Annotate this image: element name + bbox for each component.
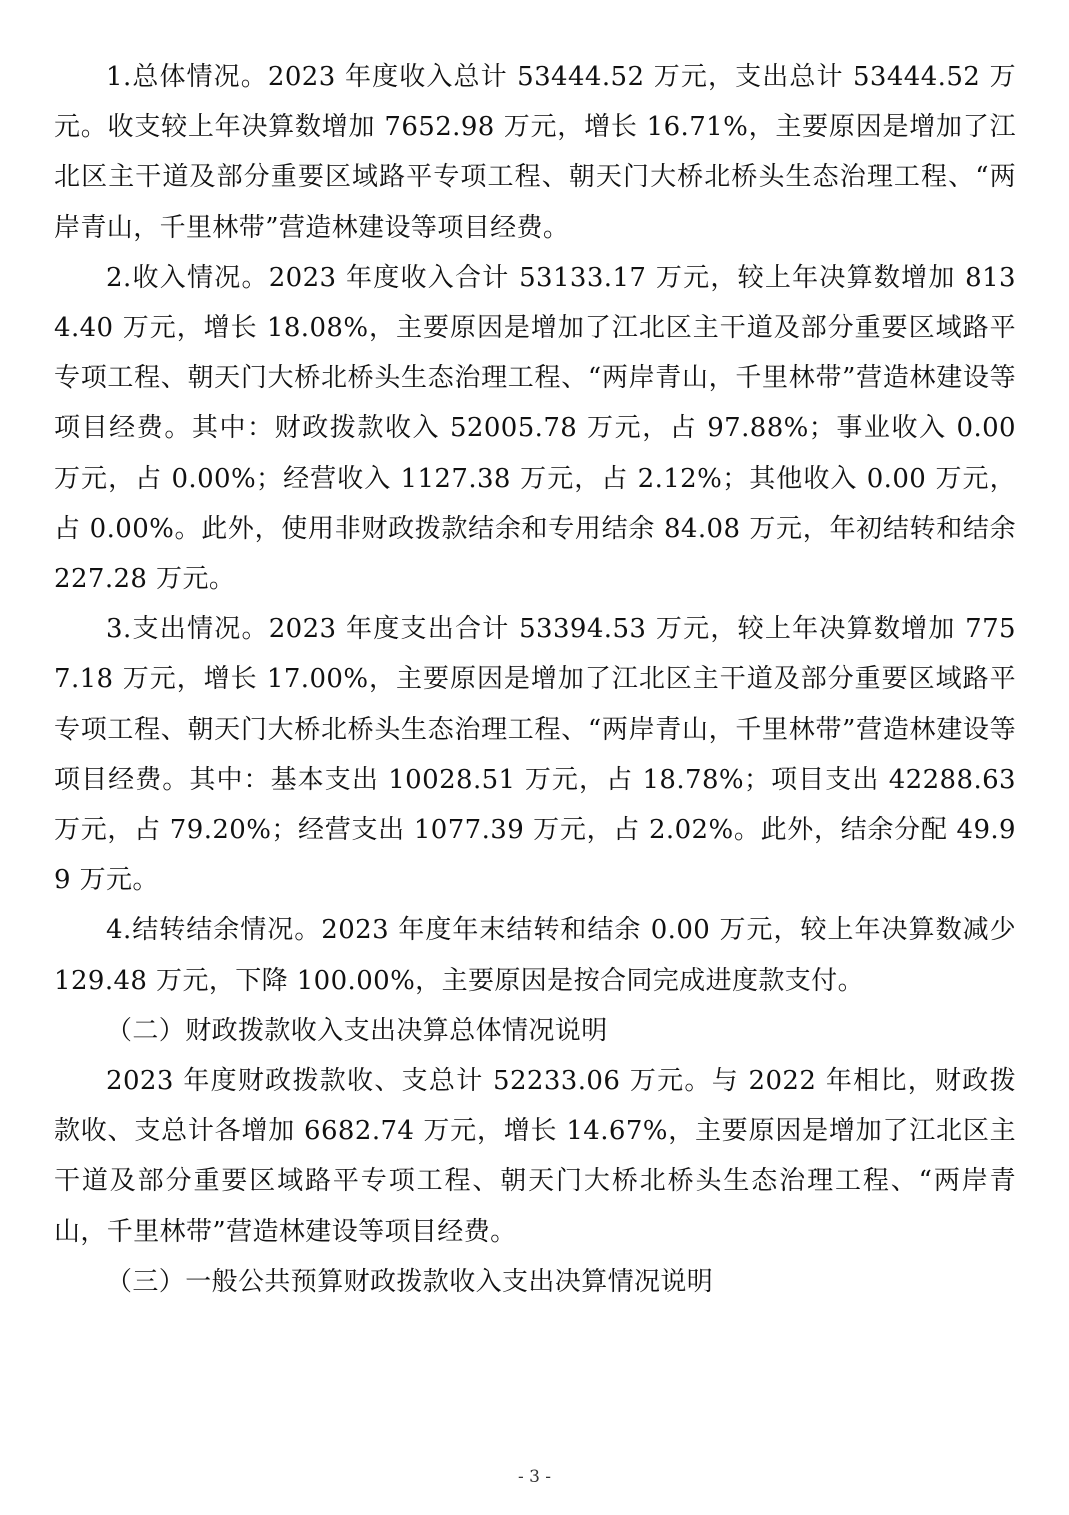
- paragraph-fiscal-summary: 2023 年度财政拨款收、支总计 52233.06 万元。与 2022 年相比，财政拨款收、支总计各增加 6682.74 万元，增长 14.67%，主要原因是增加了江北区主干道及部分重要区域路平专项工程、朝天门大桥北桥头生态治理工程、“两岸青山，千里林带”营造林建设等项目经费。: [54, 1066, 1016, 1247]
- paragraph-overall: 1.总体情况。2023 年度收入总计 53444.52 万元，支出总计 53444.52 万元。收支较上年决算数增加 7652.98 万元，增长 16.71%，主要原因是增加了江北区主干道及部分重要区域路平专项工程、朝天门大桥北桥头生态治理工程、“两岸青山，千里林带”营造林建设等项目经费。: [54, 62, 1016, 243]
- page-number: - 3 -: [517, 1467, 552, 1487]
- paragraph-expenditure: 3.支出情况。2023 年度支出合计 53394.53 万元，较上年决算数增加 7757.18 万元，增长 17.00%，主要原因是增加了江北区主干道及部分重要区域路平专项工程、朝天门大桥北桥头生态治理工程、“两岸青山，千里林带”营造林建设等项目经费。其中：基本支出 10028.51 万元，占 18.78%；项目支出 42288.63 万元，占 79.20%；经营支出 1077.39 万元，占 2.02%。此外，结余分配 49.99 万元。: [54, 614, 1016, 896]
- section-heading-two: （二）财政拨款收入支出决算总体情况说明: [106, 1015, 608, 1046]
- section-heading-three: （三）一般公共预算财政拨款收入支出决算情况说明: [106, 1266, 714, 1297]
- paragraph-income: 2.收入情况。2023 年度收入合计 53133.17 万元，较上年决算数增加 8134.40 万元，增长 18.08%，主要原因是增加了江北区主干道及部分重要区域路平专项工程、朝天门大桥北桥头生态治理工程、“两岸青山，千里林带”营造林建设等项目经费。其中：财政拨款收入 52005.78 万元，占 97.88%；事业收入 0.00 万元，占 0.00%；经营收入 1127.38 万元，占 2.12%；其他收入 0.00 万元，占 0.00%。此外，使用非财政拨款结余和专用结余 84.08 万元，年初结转和结余 227.28 万元。: [54, 262, 1016, 595]
- paragraph-carryover: 4.结转结余情况。2023 年度年末结转和结余 0.00 万元，较上年决算数减少 129.48 万元，下降 100.00%，主要原因是按合同完成进度款支付。: [54, 915, 1016, 996]
- document-body: [54, 52, 1016, 1307]
